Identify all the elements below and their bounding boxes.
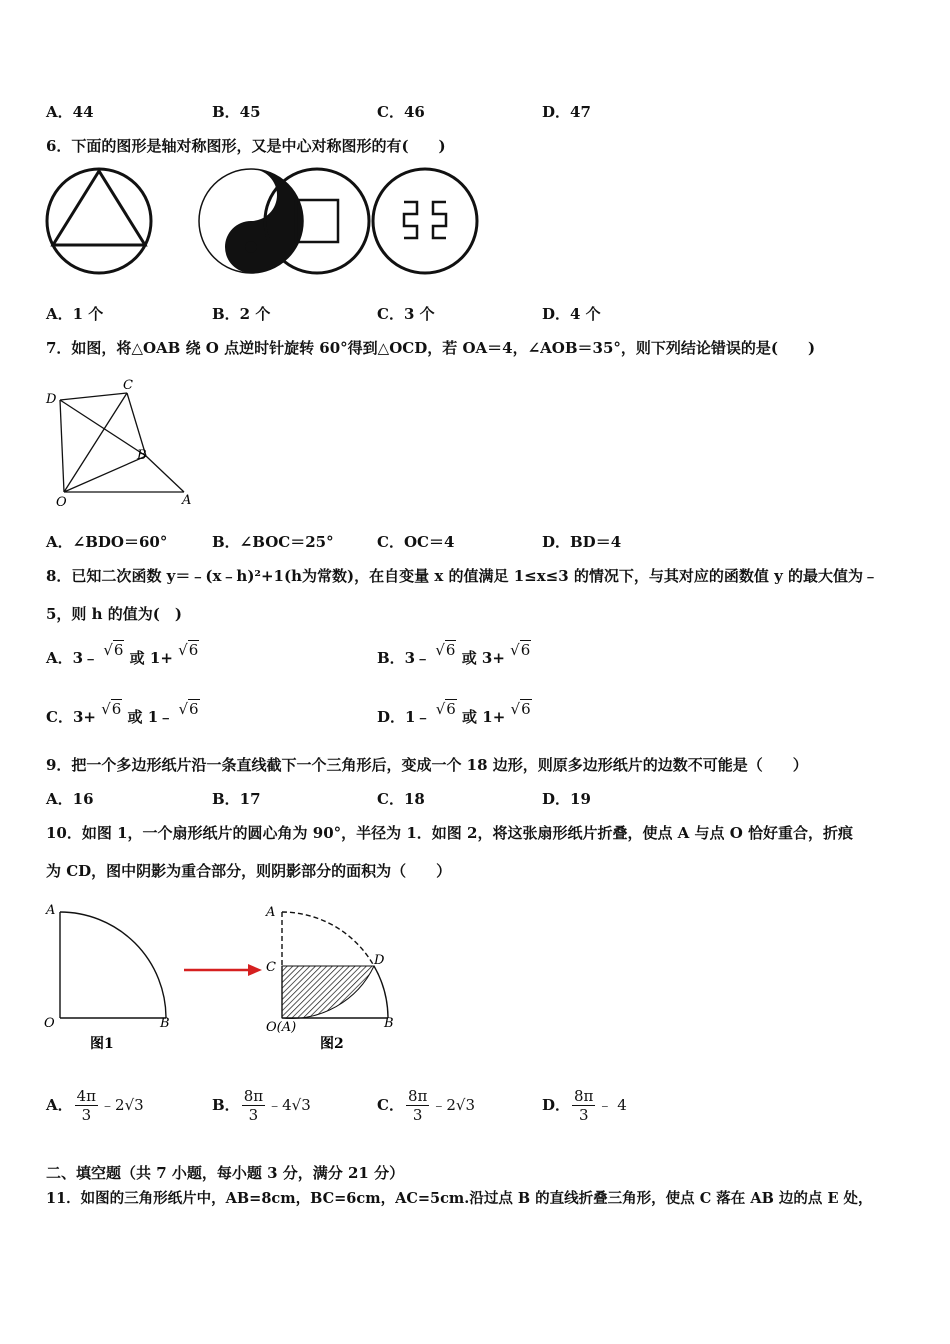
q8-option-b [377,641,531,668]
numerator: 8π [574,1086,594,1105]
sqrt-expression: √6 [178,641,199,659]
denominator: 3 [248,1105,259,1124]
q6-option-d: D．4 个 [542,305,601,323]
q6-figures [44,166,484,278]
radicand: 6 [111,700,122,718]
radicand: 6 [520,641,531,659]
q10-fig2-label-c: C [266,960,276,975]
q5-option-d: D．47 [542,103,591,121]
fraction [572,1087,595,1124]
q6-option-a: A．1 个 [46,305,104,323]
q7-label-o: O [56,495,67,510]
q8-c-part2: 或 1﹣ [127,708,174,726]
denominator: 3 [81,1105,92,1124]
q10-stem-line2: 为 CD，图中阴影为重合部分，则阴影部分的面积为（ ） [46,862,452,880]
section2-title: 二、填空题（共 7 小题，每小题 3 分，满分 21 分） [46,1164,405,1182]
q10-fig1-caption: 图1 [90,1036,114,1052]
q8-option-a [46,641,199,668]
q8-d-part1: D．1﹣ [377,708,431,726]
q10-d-tail: ﹣ 4 [597,1096,627,1114]
q10-figures [40,896,410,1056]
sqrt-expression: √6 [435,700,456,718]
q9-option-c: C．18 [377,790,425,808]
q10-fig2-caption: 图2 [320,1036,344,1052]
q10-c-tail: ﹣2√3 [431,1096,476,1114]
q10-option-a [46,1083,144,1127]
radicand: 6 [113,641,124,659]
q8-stem-line2: 5，则 h 的值为( ) [46,605,182,623]
q7-label-b: B [137,448,147,463]
q10-fig1-label-a: A [46,903,56,918]
q10-b-tail: ﹣4√3 [267,1096,311,1114]
q11-stem: 11．如图的三角形纸片中，AB=8cm，BC=6cm，AC=5cm.沿过点 B 的直线折叠三角形，使点 C 落在 AB 边的点 E 处， [46,1190,873,1207]
q7-option-c: C．OC＝4 [377,533,455,551]
q10-fig1-label-o: O [44,1016,55,1031]
numerator: 8π [407,1086,428,1105]
q7-label-d: D [46,392,57,407]
q10-fig2-label-oa: O(A) [266,1020,297,1035]
q8-option-c [46,700,200,727]
q10-fig2-label-d: D [374,953,385,968]
radicand: 6 [521,700,531,718]
circle-triangle-figure [47,169,151,273]
q7-label-a: A [182,493,192,508]
q6-option-b: B．2 个 [212,305,271,323]
q10-option-b [212,1083,311,1127]
q7-option-d: D．BD＝4 [542,533,622,551]
circle-glyph-figure [373,169,477,273]
q10-d-label: D． [542,1096,571,1114]
q9-option-d: D．19 [542,790,591,808]
numerator: 8π [243,1086,264,1105]
q10-fig2-label-a: A [266,905,276,920]
q8-option-d [377,700,532,727]
q10-a-tail: ﹣2√3 [100,1096,144,1114]
q9-option-a: A．16 [46,790,94,808]
sqrt-expression: √6 [435,641,456,659]
denominator: 3 [578,1105,589,1124]
q8-a-part2: 或 1+ [129,649,173,667]
q8-c-part1: C．3+ [46,708,96,726]
q10-fig1-label-b: B [160,1016,170,1031]
q10-option-c [377,1083,475,1127]
q10-c-label: C． [377,1096,404,1114]
radicand: 6 [189,700,199,718]
q7-label-c: C [123,378,133,393]
q10-fig2-label-b: B [384,1016,394,1031]
radicand: 6 [446,700,456,718]
q10-a-label: A． [46,1096,73,1114]
q5-option-a: A．44 [46,103,94,121]
yin-yang-figure [199,169,303,273]
q8-d-part2: 或 1+ [462,708,506,726]
fraction [75,1087,98,1124]
q6-option-c: C．3 个 [377,305,435,323]
q6-stem: 6．下面的图形是轴对称图形，又是中心对称图形的有( ) [46,137,446,155]
q10-option-d [542,1083,627,1127]
fraction [242,1087,265,1124]
q10-b-label: B． [212,1096,240,1114]
denominator: 3 [412,1105,423,1124]
radicand: 6 [445,641,456,659]
sqrt-expression: √6 [510,641,531,659]
q10-figure-2 [265,905,394,1052]
q8-stem-line1: 8．已知二次函数 y＝﹣(x﹣h)²+1(h为常数)，在自变量 x 的值满足 1≤x≤3 的情况下，与其对应的函数值 y 的最大值为﹣ [46,567,879,585]
q10-figure-1 [44,903,170,1052]
q7-option-b: B．∠BOC＝25° [212,533,334,551]
sqrt-expression: √6 [103,641,124,659]
sqrt-expression: √6 [510,700,531,718]
q10-stem-line1: 10．如图 1，一个扇形纸片的圆心角为 90°，半径为 1．如图 2，将这张扇形纸片折叠，使点 A 与点 O 恰好重合，折痕 [46,824,854,842]
q9-option-b: B．17 [212,790,261,808]
q7-stem: 7．如图，将△OAB 绕 O 点逆时针旋转 60°得到△OCD，若 OA＝4，∠AOB＝35°，则下列结论错误的是( ) [46,339,816,357]
sqrt-expression: √6 [178,700,199,718]
q7-figure [44,376,198,510]
q5-option-c: C．46 [377,103,425,121]
q9-stem: 9．把一个多边形纸片沿一条直线截下一个三角形后，变成一个 18 边形，则原多边形纸片的边数不可能是（ ） [46,756,808,774]
q7-option-a: A．∠BDO＝60° [46,533,168,551]
numerator: 4π [76,1086,97,1105]
red-arrow-icon [184,964,262,976]
q8-b-part2: 或 3+ [461,649,505,667]
q8-b-part1: B．3﹣ [377,649,431,667]
radicand: 6 [188,641,199,659]
fraction [406,1087,429,1124]
q8-a-part1: A．3﹣ [46,649,99,667]
q5-option-b: B．45 [212,103,261,121]
sqrt-expression: √6 [101,700,122,718]
